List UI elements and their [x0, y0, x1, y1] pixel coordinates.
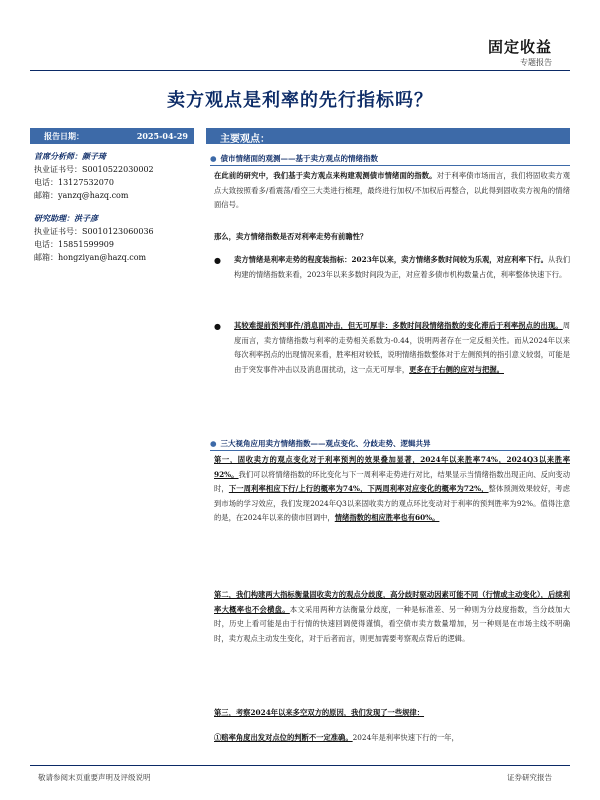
- bullet-dot-icon: ●: [210, 439, 217, 448]
- paragraph-lead: 卖方情绪是利率走势的程度装指标：2023年以来，卖方情绪多数时间较为乐观，对应利率下行。: [234, 255, 549, 264]
- paragraph-body: 整体预测效果较好，考虑到市场的学习效应，我们发现2024年Q3以来固收卖方的观点环比变动对于利率的预判胜率为92%。值得注意的是，在2024年以来的债市回调中，: [214, 484, 571, 522]
- header-divider: [30, 70, 570, 71]
- paragraph-emphasis: 更多在于右侧的应对与把握。: [409, 364, 504, 374]
- section1-paragraph: [214, 169, 570, 213]
- analyst-phone: 电话：13127532070: [34, 178, 114, 187]
- report-date-bar: [30, 128, 194, 144]
- paragraph-lead: 第二，我们构建两大指标衡量固收卖方的观点分歧度，高分歧时驱动因素可能不同（行情或主动变化），后续利率大概率也不会横盘。: [214, 590, 570, 614]
- paragraph-lead: ①赔率角度出发对点位的判断不一定准确。: [214, 733, 353, 742]
- bullet-icon: ●: [214, 256, 221, 265]
- report-date-label: 报告日期：: [44, 131, 84, 141]
- paragraph-lead: 在此前的研究中，我们基于卖方观点来构建观测债市情绪面的指数。: [214, 171, 437, 180]
- analyst-block-2: [34, 212, 204, 264]
- analyst-email[interactable]: 邮箱：hongziyan@hazq.com: [34, 253, 147, 262]
- paragraph-body: 2024年是利率快速下行的一年，: [352, 733, 459, 742]
- section2-paragraph-4: [214, 731, 570, 746]
- analyst-block-1: [34, 150, 204, 202]
- footer-divider: [30, 765, 570, 766]
- section-heading-text: 三大视角应用卖方情绪指数——观点变化、分歧走势、逻辑共异: [220, 439, 431, 448]
- bullet-paragraph-2: [234, 319, 570, 377]
- paragraph-lead: 其较难提前预判事件/消息面冲击，但无可厚非：多数时间段情绪指数的变化滞后于利率拐点的出现。: [234, 321, 563, 330]
- key-points-bar: [206, 128, 570, 144]
- question-line: 那么，卖方情绪指数是否对利率走势有前瞻性？: [214, 232, 368, 241]
- analyst-cert: 执业证书号：S0010522030002: [34, 165, 154, 174]
- section2-paragraph-2: [214, 588, 570, 646]
- analyst-cert: 执业证书号：S0010123060036: [34, 227, 154, 236]
- paragraph-emphasis: 下一周利率相应下行/上行的概率为74%，下两周利率对应变化的概率为72%，: [228, 484, 489, 493]
- bullet-paragraph-1: [234, 253, 570, 282]
- paragraph-body: 从我们构建的情绪指数来看，2023年以来多数时间段为正，对应着多债市机构数量占优，利率整体快速下行。: [234, 255, 570, 279]
- bullet-dot-icon: ●: [210, 154, 217, 163]
- report-type: 专题报告: [520, 58, 552, 67]
- bullet-icon: ●: [214, 322, 221, 331]
- report-date-value: 2025-04-29: [136, 131, 188, 141]
- section2-paragraph-3: 第三，考察2024年以来多空双方的原因，我们发现了一些规律：: [214, 708, 425, 717]
- page-title: 卖方观点是利率的先行指标吗？: [167, 90, 433, 111]
- section-rule: [210, 450, 570, 451]
- paragraph-body: 我们可以将情绪指数的环比变化与下一周利率走势进行对比，结果显示当情绪指数出现正向、反向变动时，: [214, 469, 570, 493]
- paragraph-lead: 第一，固收卖方的观点变化对于利率预判的效果叠加显著，2024年以来胜率74%，2024Q3以来胜率92%。: [214, 455, 570, 479]
- analyst-role: 首席分析师：颜子琦: [34, 151, 106, 161]
- key-points-title: 主要观点：: [220, 134, 270, 145]
- section-heading-text: 债市情绪面的观测——基于卖方观点的情绪指数: [220, 154, 379, 163]
- section-heading-2: [210, 438, 570, 449]
- analyst-email[interactable]: 邮箱：yanzq@hazq.com: [34, 191, 129, 200]
- analyst-role: 研究助理：洪子彦: [34, 213, 98, 223]
- paragraph-body: 本文采用两种方法衡量分歧度，一种是标准差、另一种则为分歧度指数，当分歧加大时，历史上看可能是由于行情的快速回调使得谨慎，看空债市卖方数量增加，另一种则是在市场主线不明确时，卖方观点主动发生变化，对于后者而言，则更加需要考察观点背后的逻辑。: [214, 604, 571, 643]
- section-rule: [210, 165, 570, 166]
- section-heading-1: [210, 153, 570, 164]
- section2-paragraph-1: [214, 453, 570, 526]
- paragraph-emphasis: 情绪指数的相应胜率也有60%。: [334, 513, 440, 522]
- report-category: 固定收益: [487, 38, 552, 56]
- footer-disclaimer: 敬请参阅末页重要声明及评级说明: [38, 773, 151, 782]
- footer-label: 证券研究报告: [507, 773, 552, 782]
- analyst-phone: 电话：15851599909: [34, 240, 114, 249]
- paragraph-body: 对于利率债市场而言，我们将固收卖方观点大致按照看多/看震荡/看空三大类进行梳理，最终进行加权/不加权后再整合，以此得到固收卖方视角的情绪面信号。: [214, 171, 571, 209]
- paragraph-body: 周度而言，卖方情绪指数与利率的走势相关系数为-0.44，说明两者存在一定反相关性。而从2024年以来每次利率拐点的出现情况来看，胜率相对较低，说明情绪指数整体对于左侧预判的指引意义较弱，可能是由于突发事件冲击以及消息面扰动，这一点无可厚非，: [234, 321, 570, 374]
